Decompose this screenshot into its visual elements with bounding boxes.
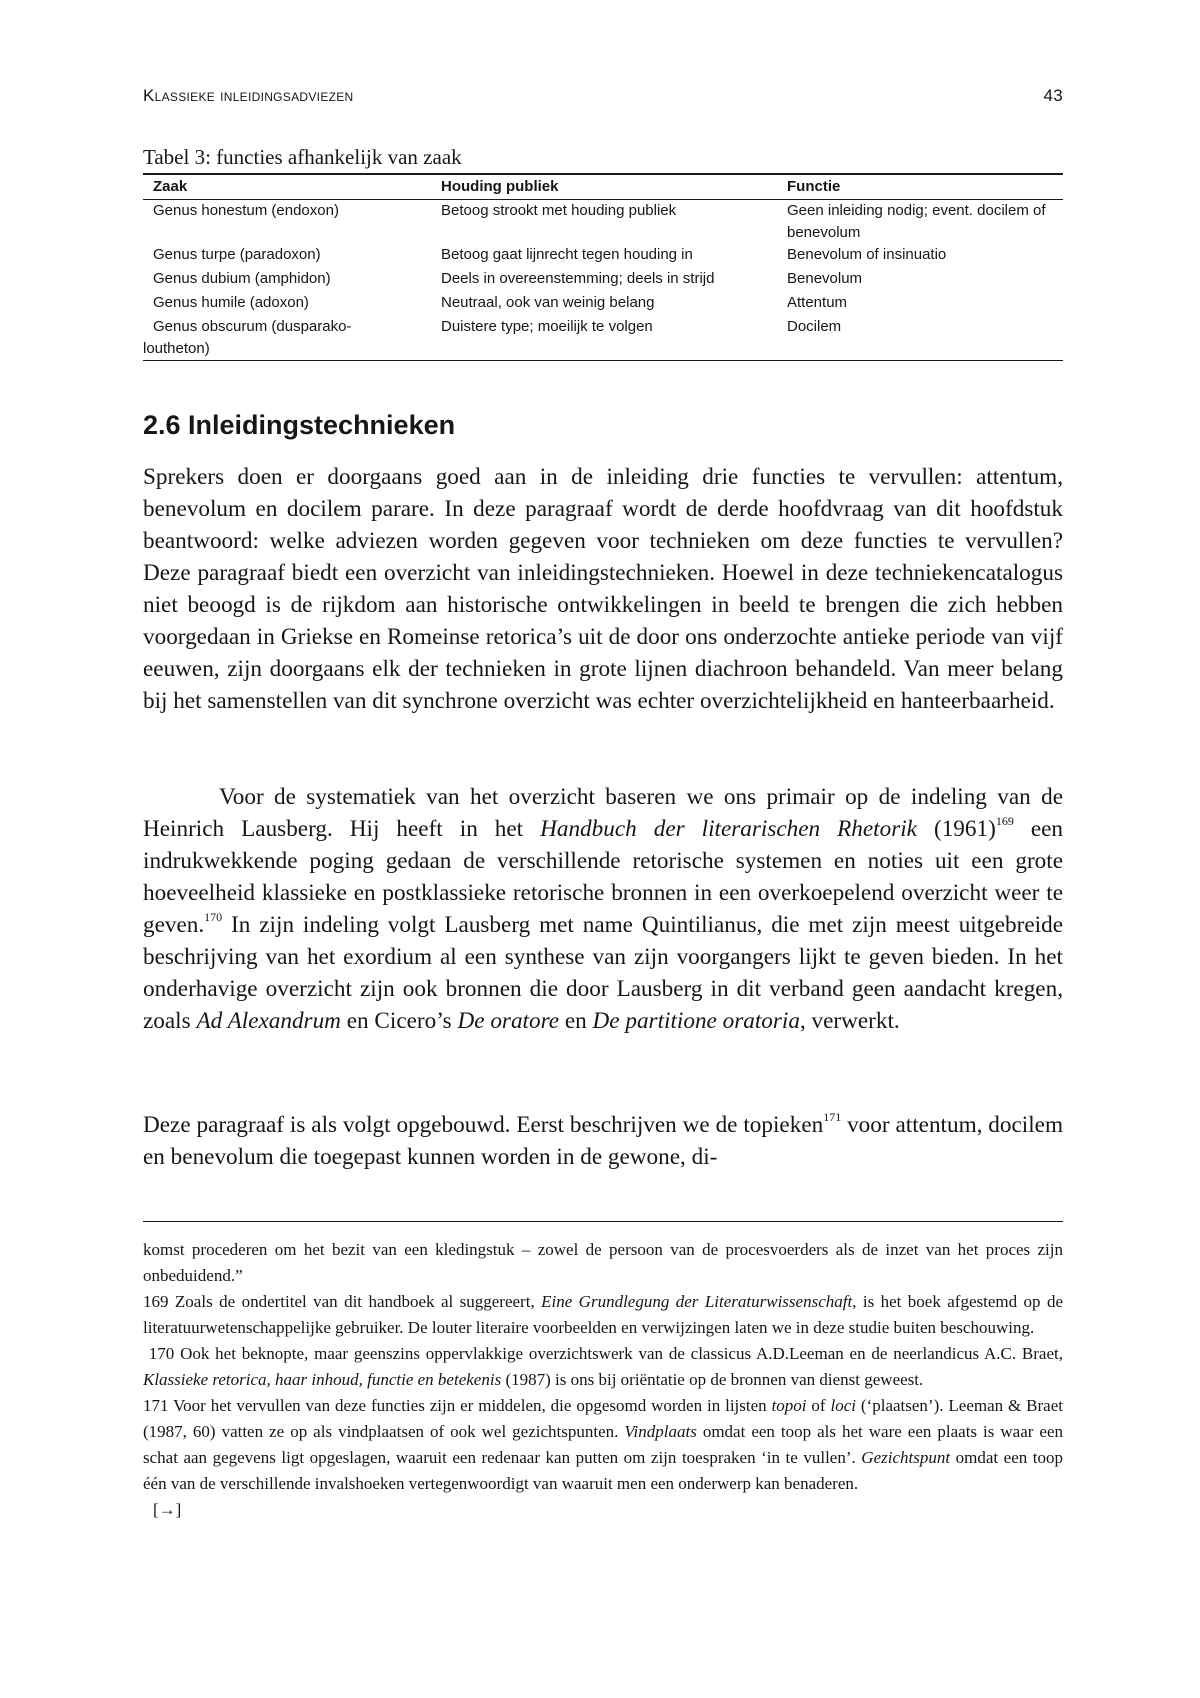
text-run: een indrukwekkende poging gedaan de verschillende retorische systemen en noties uit een grote hoeveelheid klassieke en postklassieke retorische bronnen in een overkoepelend overzicht weer te geven. bbox=[143, 816, 1063, 938]
text-run: voor attentum, docilem en benevolum die toegepast kunnen worden in de gewone, di- bbox=[143, 1112, 1063, 1170]
table-caption: Tabel 3: functies afhankelijk van zaak bbox=[143, 145, 462, 169]
document-page bbox=[143, 0, 1063, 1698]
table-row bbox=[143, 244, 1063, 268]
page-number: 43 bbox=[1043, 86, 1063, 105]
table-row bbox=[143, 268, 1063, 292]
footnote-170 bbox=[143, 1341, 1063, 1393]
book-title: Eine Grundlegung der Literaturwissenschaft bbox=[541, 1292, 853, 1311]
text-run: , is het boek afgestemd op de literatuurwetenschappelijke gebruiker. De louter literaire voorbeelden en verwijzingen laten we in deze studie buiten beschouwing. bbox=[143, 1292, 1063, 1337]
table-row bbox=[143, 316, 1063, 361]
term: Vindplaats bbox=[624, 1422, 697, 1441]
column-header-functie: Functie bbox=[787, 178, 841, 195]
footnote-171 bbox=[143, 1393, 1063, 1497]
body-paragraph-3 bbox=[143, 1109, 1063, 1173]
book-title: De oratore bbox=[457, 1008, 560, 1034]
footnote-169 bbox=[143, 1289, 1063, 1341]
text-run: , verwerkt. bbox=[799, 1008, 900, 1034]
running-header bbox=[143, 86, 1063, 110]
column-header-zaak: Zaak bbox=[153, 178, 188, 195]
text-run: en bbox=[559, 1008, 593, 1034]
text-run: (1961) bbox=[916, 816, 996, 842]
text-run: omdat een toop één van de verschillende invalshoeken vertegenwoordigt van waaruit men een onderwerp kan benaderen. bbox=[143, 1448, 1063, 1493]
continue-arrow-icon[interactable]: [→] bbox=[153, 1500, 182, 1519]
text-run: 171 Voor het vervullen van deze functies zijn er middelen, die opgesomd worden in lijsten bbox=[143, 1396, 772, 1415]
table-cell-functie: Docilem bbox=[787, 318, 842, 335]
table-cell-houding: Deels in overeenstemming; deels in strijd bbox=[441, 270, 715, 287]
text-run: (1987) is ons bij oriëntatie op de bronnen van dienst geweest. bbox=[501, 1370, 924, 1389]
table-cell-zaak: Genus turpe (paradoxon) bbox=[153, 246, 321, 263]
body-paragraph-2 bbox=[143, 781, 1063, 1037]
table-row bbox=[143, 292, 1063, 316]
text-run: of bbox=[806, 1396, 831, 1415]
term: Gezichtspunt bbox=[861, 1448, 951, 1467]
text-run: 170 Ook het beknopte, maar geenszins oppervlakkige overzichtswerk van de classicus A.D.Leeman en de neerlandicus A.C. Braet, bbox=[143, 1344, 1063, 1363]
footnote-continuation: komst procederen om het bezit van een kledingstuk – zowel de persoon van de procesvoerders als de inzet van het proces zijn onbeduidend.” bbox=[143, 1240, 1063, 1285]
table-header-row bbox=[143, 174, 1063, 200]
text-run: (‘plaatsen’). Leeman & Braet (1987, 60) vatten ze op als vindplaatsen of ook wel gezichtspunten. bbox=[143, 1396, 1063, 1441]
book-title: Ad Alexandrum bbox=[196, 1008, 341, 1034]
table-cell-functie: Geen inleiding nodig; event. docilem of benevolum bbox=[787, 202, 1046, 241]
term: loci bbox=[830, 1396, 856, 1415]
book-title: Handbuch der literarischen Rhetorik bbox=[540, 816, 917, 842]
table-cell-functie: Benevolum of insinuatio bbox=[787, 246, 947, 263]
book-title: Klassieke retorica, haar inhoud, functie en betekenis bbox=[143, 1370, 502, 1389]
table-cell-houding: Duistere type; moeilijk te volgen bbox=[441, 318, 653, 335]
text-run: Voor de systematiek van het overzicht baseren we ons primair op de indeling van de Heinrich Lausberg. Hij heeft in het bbox=[143, 784, 1063, 842]
text-run: Deze paragraaf is als volgt opgebouwd. Eerst beschrijven we de topieken bbox=[143, 1112, 824, 1138]
footnotes bbox=[143, 1237, 1063, 1523]
text-run: In zijn indeling volgt Lausberg met name Quintilianus, die met zijn meest uitgebreide beschrijving van het exordium al een synthese van zijn voorgangers lijkt te geven bieden. In het onderhavige overzicht zijn ook bronnen die door Lausberg in dit verband geen aandacht kregen, zoals bbox=[143, 912, 1063, 1034]
table-cell-zaak: Genus honestum (endoxon) bbox=[153, 202, 339, 219]
table-cell-zaak: Genus dubium (amphidon) bbox=[153, 270, 331, 287]
footnote-ref-170[interactable]: 170 bbox=[204, 910, 223, 925]
table-cell-houding: Betoog strookt met houding publiek bbox=[441, 202, 677, 219]
book-title: De partitione oratoria bbox=[592, 1008, 800, 1034]
column-header-houding-publiek: Houding publiek bbox=[441, 178, 559, 195]
term: topoi bbox=[771, 1396, 807, 1415]
section-heading: 2.6 Inleidingstechnieken bbox=[143, 410, 456, 440]
text-run: 169 Zoals de ondertitel van dit handboek al suggereert, bbox=[143, 1292, 542, 1311]
table-cell-zaak-line1: Genus obscurum (dusparako- bbox=[153, 318, 352, 335]
footnote-separator bbox=[143, 1221, 1063, 1222]
functions-table bbox=[143, 173, 1063, 361]
table-cell-houding: Neutraal, ook van weinig belang bbox=[441, 294, 655, 311]
table-row bbox=[143, 200, 1063, 245]
table-cell-zaak-line2: loutheton) bbox=[143, 340, 210, 357]
footnote-ref-169[interactable]: 169 bbox=[995, 814, 1014, 829]
text-run: omdat een toop als het ware een plaats is waar een schat aan gegevens ligt opgeslagen, waaruit een redenaar kan putten om zijn toespraken ‘in te vullen’. bbox=[143, 1422, 1063, 1467]
text-run: en Cicero’s bbox=[340, 1008, 458, 1034]
running-title: Klassieke inleidingsadviezen bbox=[143, 86, 354, 105]
table-cell-functie: Benevolum bbox=[787, 270, 863, 287]
footnote-continue-line bbox=[143, 1497, 1063, 1523]
table-cell-zaak bbox=[143, 316, 431, 361]
footnote-ref-171[interactable]: 171 bbox=[823, 1110, 842, 1125]
body-paragraph-1: Sprekers doen er doorgaans goed aan in de inleiding drie functies te vervullen: attentum, benevolum en docilem parare. In deze paragraaf wordt de derde hoofdvraag van dit hoofdstuk beantwoord: welke adviezen worden gegeven voor technieken om deze functies te vervullen? Deze paragraaf biedt een overzicht van inleidingstechnieken. Hoewel in deze techniekencatalogus niet beoogd is de rijkdom aan historische ontwikkelingen in beeld te brengen die zich hebben voorgedaan in Griekse en Romeinse retorica’s uit de door ons onderzochte antieke periode van vijf eeuwen, zijn doorgaans elk der technieken in grote lijnen diachroon behandeld. Van meer belang bij het samenstellen van dit synchrone overzicht was echter overzichtelijkheid en hanteerbaarheid. bbox=[143, 464, 1063, 714]
table-cell-houding: Betoog gaat lijnrecht tegen houding in bbox=[441, 246, 693, 263]
table-cell-zaak: Genus humile (adoxon) bbox=[153, 294, 309, 311]
table-cell-functie: Attentum bbox=[787, 294, 848, 311]
